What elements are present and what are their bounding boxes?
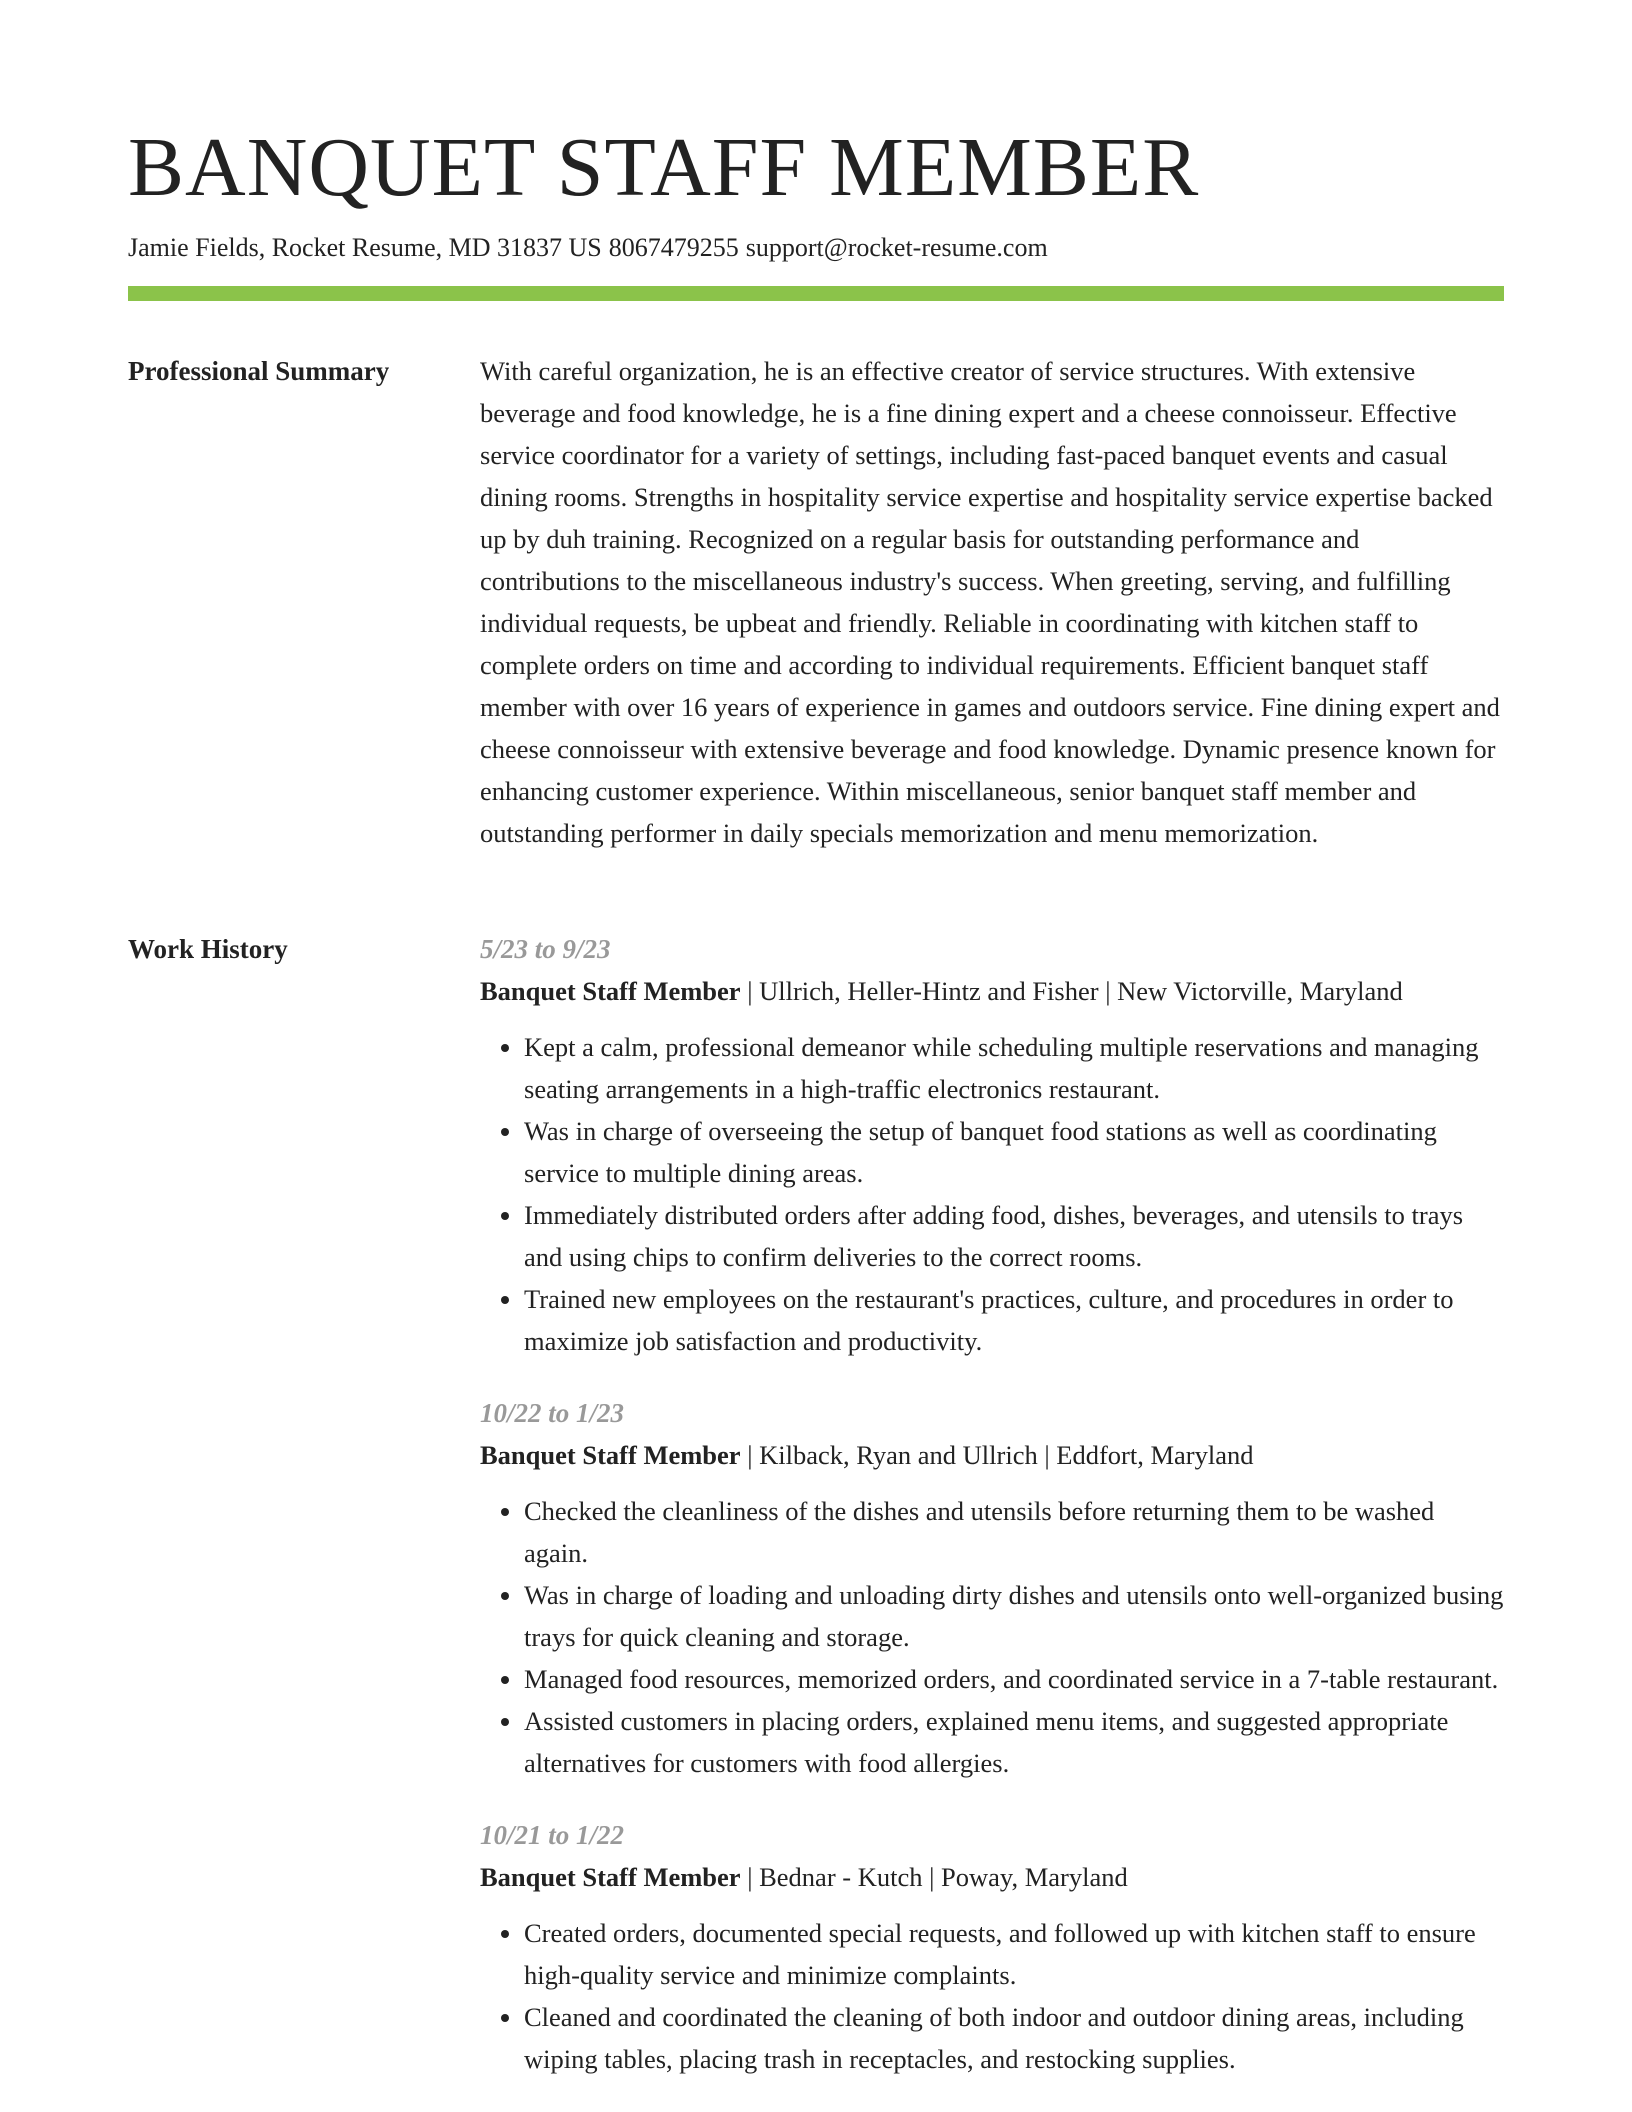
work-history-list — [480, 928, 1504, 2110]
job-details: | Kilback, Ryan and Ullrich | Eddfort, Maryland — [740, 1440, 1254, 1470]
job-entry — [480, 1392, 1504, 1784]
job-bullet: • Was in charge of overseeing the setup of banquet food stations as well as coordinating service to multiple dining areas. — [524, 1110, 1504, 1194]
job-heading — [480, 1856, 1504, 1898]
job-heading — [480, 1434, 1504, 1476]
job-title: Banquet Staff Member — [480, 976, 741, 1006]
section-title-work: Work History — [128, 934, 288, 964]
job-bullet: • Immediately distributed orders after adding food, dishes, beverages, and utensils to trays and using chips to confirm deliveries to the correct rooms. — [524, 1194, 1504, 1278]
page-title: BANQUET STAFF MEMBER — [128, 121, 1200, 214]
contact-line — [128, 228, 1504, 268]
job-bullet: • Cleaned and coordinated the cleaning of both indoor and outdoor dining areas, including wiping tables, placing trash in receptacles, and restocking supplies. — [524, 1996, 1504, 2080]
job-details: | Bednar - Kutch | Poway, Maryland — [740, 1862, 1128, 1892]
job-dates: 10/22 to 1/23 — [480, 1398, 625, 1428]
job-bullets — [480, 1912, 1504, 2080]
summary-text: With careful organization, he is an effective creator of service structures. With extensive beverage and food knowledge, he is a fine dining expert and a cheese connoisseur. Effective service coordinator for a variety of settings, including fast-paced banquet events and casual dining rooms. Strengths in hospitality service expertise and hospitality service expertise backed up by duh training. Recognized on a regular basis for outstanding performance and contributions to the miscellaneous industry's success. When greeting, serving, and fulfilling individual requests, be upbeat and friendly. Reliable in coordinating with kitchen staff to complete orders on time and according to individual requirements. Efficient banquet staff member with over 16 years of experience in games and outdoors service. Fine dining expert and cheese connoisseur with extensive beverage and food knowledge. Dynamic presence known for enhancing customer experience. Within miscellaneous, senior banquet staff member and outstanding performer in daily specials memorization and menu memorization. — [480, 356, 1500, 848]
section-title-summary: Professional Summary — [128, 356, 390, 386]
contact-email: support@rocket-resume.com — [745, 233, 1048, 262]
job-bullet: • Checked the cleanliness of the dishes and utensils before returning them to be washed again. — [524, 1490, 1504, 1574]
job-dates: 10/21 to 1/22 — [480, 1820, 625, 1850]
job-details: | Ullrich, Heller-Hintz and Fisher | New Victorville, Maryland — [740, 976, 1403, 1006]
job-bullets — [480, 1490, 1504, 1784]
job-title: Banquet Staff Member — [480, 1440, 741, 1470]
contact-phone: 8067479255 — [608, 233, 739, 262]
job-title: Banquet Staff Member — [480, 1862, 741, 1892]
job-bullet: • Created orders, documented special requests, and followed up with kitchen staff to ensure high-quality service and minimize complaints. — [524, 1912, 1504, 1996]
job-bullets — [480, 1026, 1504, 1362]
job-entry — [480, 928, 1504, 1362]
job-heading — [480, 970, 1504, 1012]
job-entry — [480, 1814, 1504, 2080]
job-bullet: • Trained new employees on the restaurant's practices, culture, and procedures in order to maximize job satisfaction and productivity. — [524, 1278, 1504, 1362]
job-bullet: • Managed food resources, memorized orders, and coordinated service in a 7-table restaurant. — [524, 1658, 1504, 1700]
contact-address: Jamie Fields, Rocket Resume, MD 31837 US — [128, 233, 602, 262]
job-bullet: • Assisted customers in placing orders, explained menu items, and suggested appropriate alternatives for customers with food allergies. — [524, 1700, 1504, 1784]
job-dates: 5/23 to 9/23 — [480, 934, 611, 964]
resume-header — [128, 118, 1504, 268]
job-bullet: • Kept a calm, professional demeanor while scheduling multiple reservations and managing seating arrangements in a high-traffic electronics restaurant. — [524, 1026, 1504, 1110]
header-divider — [128, 286, 1504, 301]
job-bullet: • Was in charge of loading and unloading dirty dishes and utensils onto well-organized busing trays for quick cleaning and storage. — [524, 1574, 1504, 1658]
